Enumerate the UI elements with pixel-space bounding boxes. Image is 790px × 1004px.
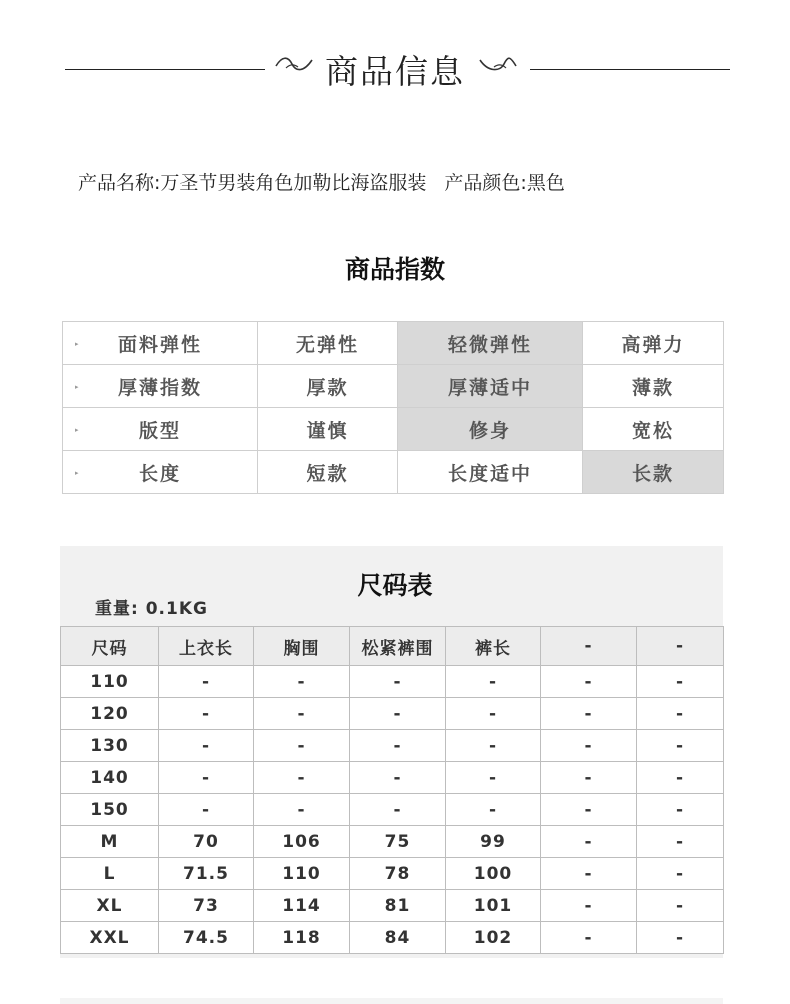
table-row	[61, 826, 724, 858]
table-cell: M	[61, 826, 159, 858]
index-row	[63, 451, 724, 494]
swirl-ornament-left-icon	[274, 54, 314, 80]
table-cell: -	[637, 922, 724, 954]
table-cell: -	[350, 794, 446, 826]
size-table-header: 胸围	[254, 627, 350, 666]
index-option: 宽松	[583, 408, 724, 451]
index-option: 长款	[583, 451, 724, 494]
index-option: 谨慎	[258, 408, 398, 451]
size-table-header: 上衣长	[159, 627, 254, 666]
table-cell: 102	[446, 922, 541, 954]
size-table-header: 尺码	[61, 627, 159, 666]
triangle-bullet-icon: ▸	[75, 426, 81, 434]
table-cell: -	[637, 762, 724, 794]
index-row-label	[63, 322, 258, 365]
table-cell: 84	[350, 922, 446, 954]
table-cell: -	[446, 698, 541, 730]
table-cell: 130	[61, 730, 159, 762]
index-label-text: 版型	[138, 419, 181, 442]
table-row	[61, 730, 724, 762]
table-cell: -	[254, 666, 350, 698]
triangle-bullet-icon: ▸	[75, 340, 81, 348]
index-row	[63, 365, 724, 408]
index-title: 商品指数	[344, 255, 445, 284]
table-cell: -	[637, 730, 724, 762]
table-cell: -	[446, 730, 541, 762]
table-cell: -	[446, 762, 541, 794]
size-table-header: 松紧裤围	[350, 627, 446, 666]
table-row	[61, 922, 724, 954]
table-cell: 150	[61, 794, 159, 826]
index-option: 修身	[398, 408, 583, 451]
table-row	[61, 698, 724, 730]
product-color-value: 黑色	[526, 172, 565, 194]
section-header	[0, 40, 790, 100]
table-cell: -	[446, 666, 541, 698]
index-row	[63, 408, 724, 451]
table-cell: -	[637, 794, 724, 826]
table-cell: 106	[254, 826, 350, 858]
table-cell: 101	[446, 890, 541, 922]
table-cell: 73	[159, 890, 254, 922]
table-cell: -	[350, 666, 446, 698]
table-cell: -	[541, 826, 637, 858]
size-table-header: 裤长	[446, 627, 541, 666]
index-row-label	[63, 451, 258, 494]
index-row-label	[63, 408, 258, 451]
product-index-table	[62, 321, 724, 494]
table-cell: -	[541, 794, 637, 826]
table-row	[61, 858, 724, 890]
bottom-strip	[60, 998, 723, 1004]
table-cell: -	[159, 762, 254, 794]
table-cell: -	[254, 762, 350, 794]
table-cell: -	[541, 698, 637, 730]
index-option: 薄款	[583, 365, 724, 408]
table-cell: -	[159, 666, 254, 698]
table-cell: XL	[61, 890, 159, 922]
table-cell: 100	[446, 858, 541, 890]
table-cell: -	[637, 890, 724, 922]
table-cell: 118	[254, 922, 350, 954]
index-row	[63, 322, 724, 365]
table-cell: -	[350, 762, 446, 794]
table-cell: -	[637, 666, 724, 698]
table-cell: 110	[61, 666, 159, 698]
index-option: 长度适中	[398, 451, 583, 494]
index-option: 厚款	[258, 365, 398, 408]
table-cell: -	[254, 730, 350, 762]
table-cell: -	[541, 730, 637, 762]
index-label-text: 厚薄指数	[117, 376, 202, 399]
table-cell: -	[541, 890, 637, 922]
table-cell: -	[254, 794, 350, 826]
product-name-label: 产品名称:	[78, 172, 161, 194]
size-chart-table	[60, 626, 724, 954]
table-cell: 120	[61, 698, 159, 730]
index-label-text: 面料弹性	[117, 333, 202, 356]
table-cell: -	[159, 698, 254, 730]
index-option: 厚薄适中	[398, 365, 583, 408]
index-option: 轻微弹性	[398, 322, 583, 365]
table-cell: 140	[61, 762, 159, 794]
table-cell: -	[637, 858, 724, 890]
index-option: 短款	[258, 451, 398, 494]
table-cell: -	[159, 730, 254, 762]
table-cell: -	[254, 698, 350, 730]
table-cell: -	[446, 794, 541, 826]
page-title: 商品信息	[325, 52, 465, 91]
table-cell: -	[637, 698, 724, 730]
size-table-header: -	[541, 627, 637, 666]
table-cell: -	[350, 698, 446, 730]
size-table-header: -	[637, 627, 724, 666]
header-divider-right	[530, 69, 730, 70]
header-divider-left	[65, 69, 265, 70]
table-cell: 75	[350, 826, 446, 858]
product-info	[78, 168, 565, 195]
index-option: 无弹性	[258, 322, 398, 365]
table-cell: 110	[254, 858, 350, 890]
table-cell: 99	[446, 826, 541, 858]
table-cell: L	[61, 858, 159, 890]
table-cell: 114	[254, 890, 350, 922]
table-cell: 81	[350, 890, 446, 922]
table-cell: 70	[159, 826, 254, 858]
table-cell: -	[541, 858, 637, 890]
table-cell: -	[350, 730, 446, 762]
table-cell: -	[541, 762, 637, 794]
table-cell: -	[541, 922, 637, 954]
table-cell: XXL	[61, 922, 159, 954]
table-cell: -	[159, 794, 254, 826]
table-row	[61, 890, 724, 922]
triangle-bullet-icon: ▸	[75, 383, 81, 391]
table-cell: -	[637, 826, 724, 858]
product-name-value: 万圣节男装角色加勒比海盗服装	[160, 172, 427, 194]
index-row-label	[63, 365, 258, 408]
weight-label: 重量: 0.1KG	[95, 599, 208, 619]
index-label-text: 长度	[138, 462, 181, 485]
table-cell: 78	[350, 858, 446, 890]
table-row	[61, 666, 724, 698]
swirl-ornament-right-icon	[478, 54, 518, 80]
size-table-header-row	[61, 627, 724, 666]
table-cell: 74.5	[159, 922, 254, 954]
size-chart-title: 尺码表	[357, 571, 433, 600]
index-option: 高弹力	[583, 322, 724, 365]
table-cell: -	[541, 666, 637, 698]
table-row	[61, 794, 724, 826]
table-row	[61, 762, 724, 794]
table-cell: 71.5	[159, 858, 254, 890]
triangle-bullet-icon: ▸	[75, 469, 81, 477]
product-color-label: 产品颜色:	[444, 172, 527, 194]
